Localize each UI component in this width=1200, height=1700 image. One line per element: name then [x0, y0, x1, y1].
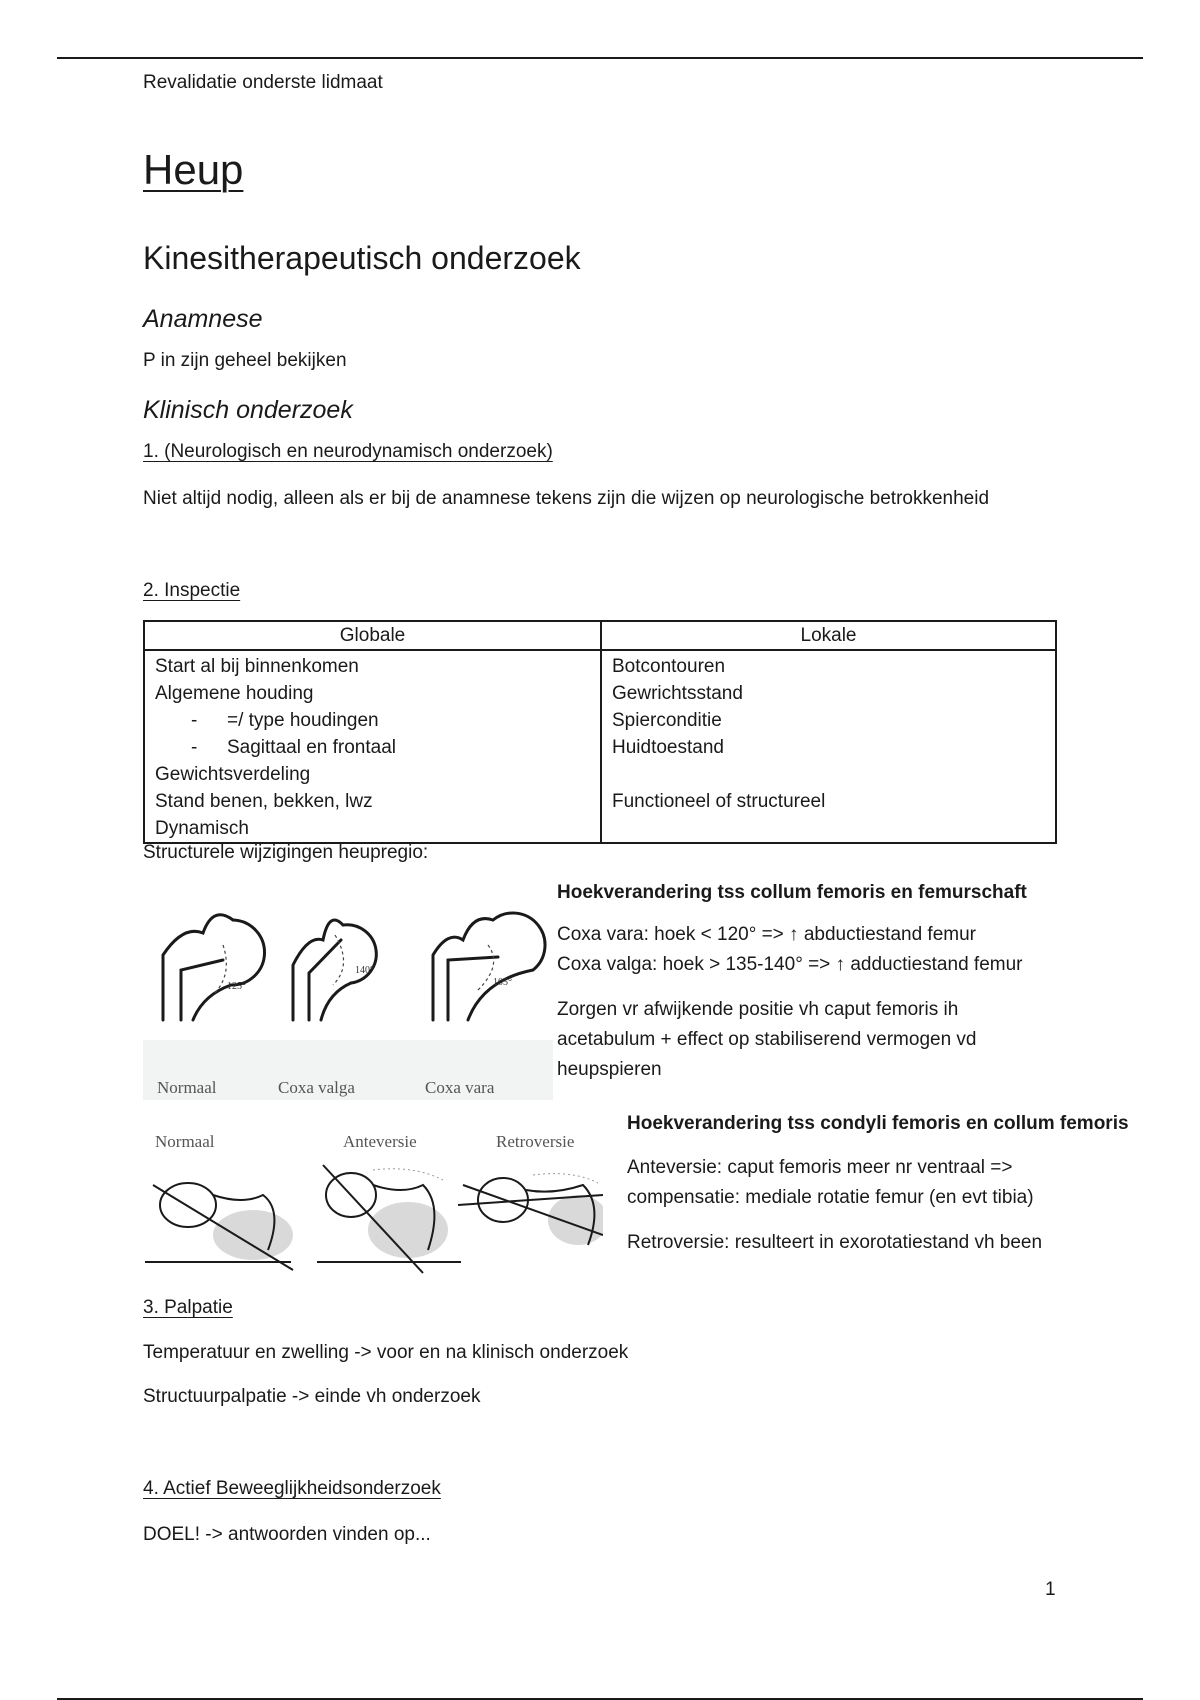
anteversie-figure — [143, 1125, 603, 1275]
anamnese-text: P in zijn geheel bekijken — [143, 350, 347, 371]
neuro-text: Niet altijd nodig, alleen als er bij de anamnese tekens zijn die wijzen op neurologische betrokkenheid — [143, 488, 990, 509]
section-heading: Kinesitherapeutisch onderzoek — [143, 240, 581, 276]
palpatie-heading: 3. Palpatie — [143, 1297, 233, 1318]
fig-caption-anteversie: Anteversie — [343, 1132, 417, 1151]
hoek2-paragraph: Anteversie: caput femoris meer nr ventraal => compensatie: mediale rotatie femur (en evt tibia) — [627, 1157, 1034, 1208]
coxa-angle-figure — [143, 885, 553, 1100]
inspectie-heading: 2. Inspectie — [143, 580, 241, 601]
lokale-line: Gewrichtsstand — [612, 683, 743, 704]
inspectie-table — [143, 620, 1057, 844]
klinisch-heading: Klinisch onderzoek — [143, 396, 353, 424]
globale-line: Start al bij binnenkomen — [155, 656, 359, 677]
angle-label: 125° — [227, 981, 246, 992]
angle-label: 105° — [493, 977, 512, 988]
angle-label: 140° — [355, 965, 374, 976]
globale-cell — [144, 650, 601, 843]
running-header: Revalidatie onderste lidmaat — [143, 72, 383, 93]
globale-line: Dynamisch — [155, 818, 249, 839]
hoek1-heading: Hoekverandering tss collum femoris en femurschaft — [557, 882, 1027, 903]
page-title: Heup — [143, 146, 244, 193]
fig-caption-normaal: Normaal — [155, 1132, 215, 1151]
lokale-line: Botcontouren — [612, 656, 726, 677]
hoek1-paragraph: Zorgen vr afwijkende positie vh caput femoris ih acetabulum + effect op stabiliserend vermogen vd heupspieren — [557, 999, 977, 1080]
globale-line: Algemene houding — [155, 683, 314, 704]
globale-line: Gewichtsverdeling — [155, 764, 311, 785]
lokale-line: Huidtoestand — [612, 737, 724, 758]
globale-subline: - =/ type houdingen — [191, 710, 379, 731]
lokale-line: Spierconditie — [612, 710, 722, 731]
lokale-line: Functioneel of structureel — [612, 791, 826, 812]
fig-caption-vara: Coxa vara — [425, 1078, 495, 1097]
fig-caption-normaal: Normaal — [157, 1078, 217, 1097]
lokale-cell — [601, 650, 1056, 843]
fig-caption-retroversie: Retroversie — [496, 1132, 575, 1151]
globale-line: Stand benen, bekken, lwz — [155, 791, 373, 812]
palpatie-line: Structuurpalpatie -> einde vh onderzoek — [143, 1386, 481, 1407]
neuro-heading: 1. (Neurologisch en neurodynamisch onderzoek) — [143, 441, 553, 462]
hoek2-paragraph: Retroversie: resulteert in exorotatiestand vh been — [627, 1232, 1043, 1253]
actief-heading: 4. Actief Beweeglijkheidsonderzoek — [143, 1478, 441, 1499]
hoek1-line: Coxa valga: hoek > 135-140° => ↑ adductiestand femur — [557, 954, 1023, 975]
globale-subline: - Sagittaal en frontaal — [191, 737, 397, 758]
actief-text: DOEL! -> antwoorden vinden op... — [143, 1524, 431, 1545]
col-globale: Globale — [144, 621, 601, 650]
col-lokale: Lokale — [601, 621, 1056, 650]
hoek2-heading: Hoekverandering tss condyli femoris en collum femoris — [627, 1113, 1129, 1134]
hoek1-line: Coxa vara: hoek < 120° => ↑ abductiestand femur — [557, 924, 976, 945]
structurele-text: Structurele wijzigingen heupregio: — [143, 842, 429, 863]
page-number: 1 — [1045, 1579, 1056, 1600]
palpatie-line: Temperatuur en zwelling -> voor en na klinisch onderzoek — [143, 1342, 629, 1363]
fig-caption-valga: Coxa valga — [278, 1078, 355, 1097]
anamnese-heading: Anamnese — [143, 305, 263, 333]
top-rule — [57, 57, 1143, 59]
